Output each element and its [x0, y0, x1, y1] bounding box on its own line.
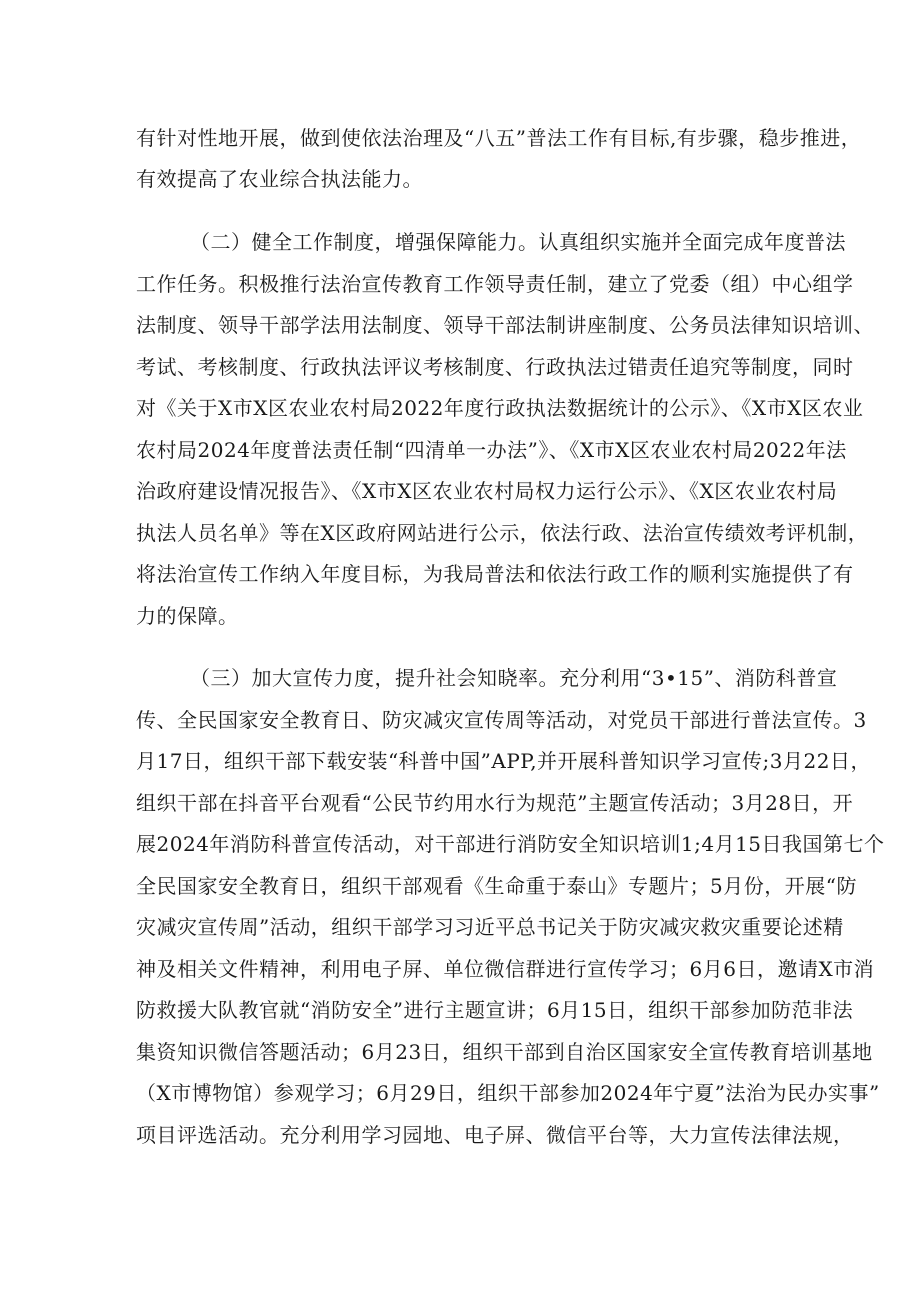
text-line-24: 项目评选活动。充分利用学习园地、电子屏、微信平台等，大力宣传法律法规，	[136, 1123, 854, 1147]
text-line-17: 展2024年消防科普宣传活动，对干部进行消防安全知识培训1;4月15日我国第七个	[136, 832, 885, 856]
text-line-7: 对《关于X市X区农业农村局2022年度行政执法数据统计的公示》、《X市X区农业	[136, 396, 864, 420]
text-line-22: 集资知识微信答题活动；6月23日，组织干部到自治区国家安全宣传教育培训基地	[136, 1040, 873, 1064]
section-heading-2: （二）健全工作制度，增强保障能力。认真组织实施并全面完成年度普法	[190, 230, 846, 254]
text-line-20: 神及相关文件精神，利用电子屏、单位微信群进行宣传学习；6月6日，邀请X市消	[136, 957, 875, 981]
text-line-9: 治政府建设情况报告》、《X市X区农业农村局权力运行公示》、《X区农业农村局	[136, 479, 838, 503]
text-line-10: 执法人员名单》等在X区政府网站进行公示，依法行政、法治宣传绩效考评机制，	[136, 521, 869, 545]
text-line-4: 工作任务。积极推行法治宣传教育工作领导责任制，建立了党委（组）中心组学	[136, 272, 854, 296]
text-line-1: 有针对性地开展，做到使依法治理及“八五”普法工作有目标,有步骤，稳步推进，	[136, 126, 862, 150]
section-heading-3: （三）加大宣传力度，提升社会知晓率。充分利用“3•15”、消防科普宣	[190, 666, 838, 690]
text-line-19: 灾减灾宣传周”活动，组织干部学习习近平总书记关于防灾减灾救灾重要论述精	[136, 915, 844, 939]
text-line-6: 考试、考核制度、行政执法评议考核制度、行政执法过错责任追究等制度，同时	[136, 355, 854, 379]
text-line-8: 农村局2024年度普法责任制“四清单一办法”》、《X市X区农业农村局2022年法	[136, 438, 847, 462]
text-line-11: 将法治宣传工作纳入年度目标，为我局普法和依法行政工作的顺利实施提供了有	[136, 562, 854, 586]
text-line-14: 传、全民国家安全教育日、防灾减灾宣传周等活动，对党员干部进行普法宣传。3	[136, 708, 867, 732]
text-line-12: 力的保障。	[136, 604, 239, 628]
text-line-23: （X市博物馆）参观学习；6月29日，组织干部参加2024年宁夏”法治为民办实事”	[136, 1081, 880, 1105]
text-line-2: 有效提高了农业综合执法能力。	[136, 167, 423, 191]
text-line-18: 全民国家安全教育日，组织干部观看《生命重于泰山》专题片；5月份，开展“防	[136, 874, 857, 898]
text-line-16: 组织干部在抖音平台观看“公民节约用水行为规范”主题宣传活动；3月28日，开	[136, 791, 854, 815]
text-line-5: 法制度、领导干部学法用法制度、领导干部法制讲座制度、公务员法律知识培训、	[136, 313, 874, 337]
text-line-21: 防救援大队教官就“消防安全”进行主题宣讲；6月15日，组织干部参加防范非法	[136, 998, 854, 1022]
text-line-15: 月17日，组织干部下载安装“科普中国”APP,并开展科普知识学习宣传;3月22日，	[136, 749, 871, 773]
